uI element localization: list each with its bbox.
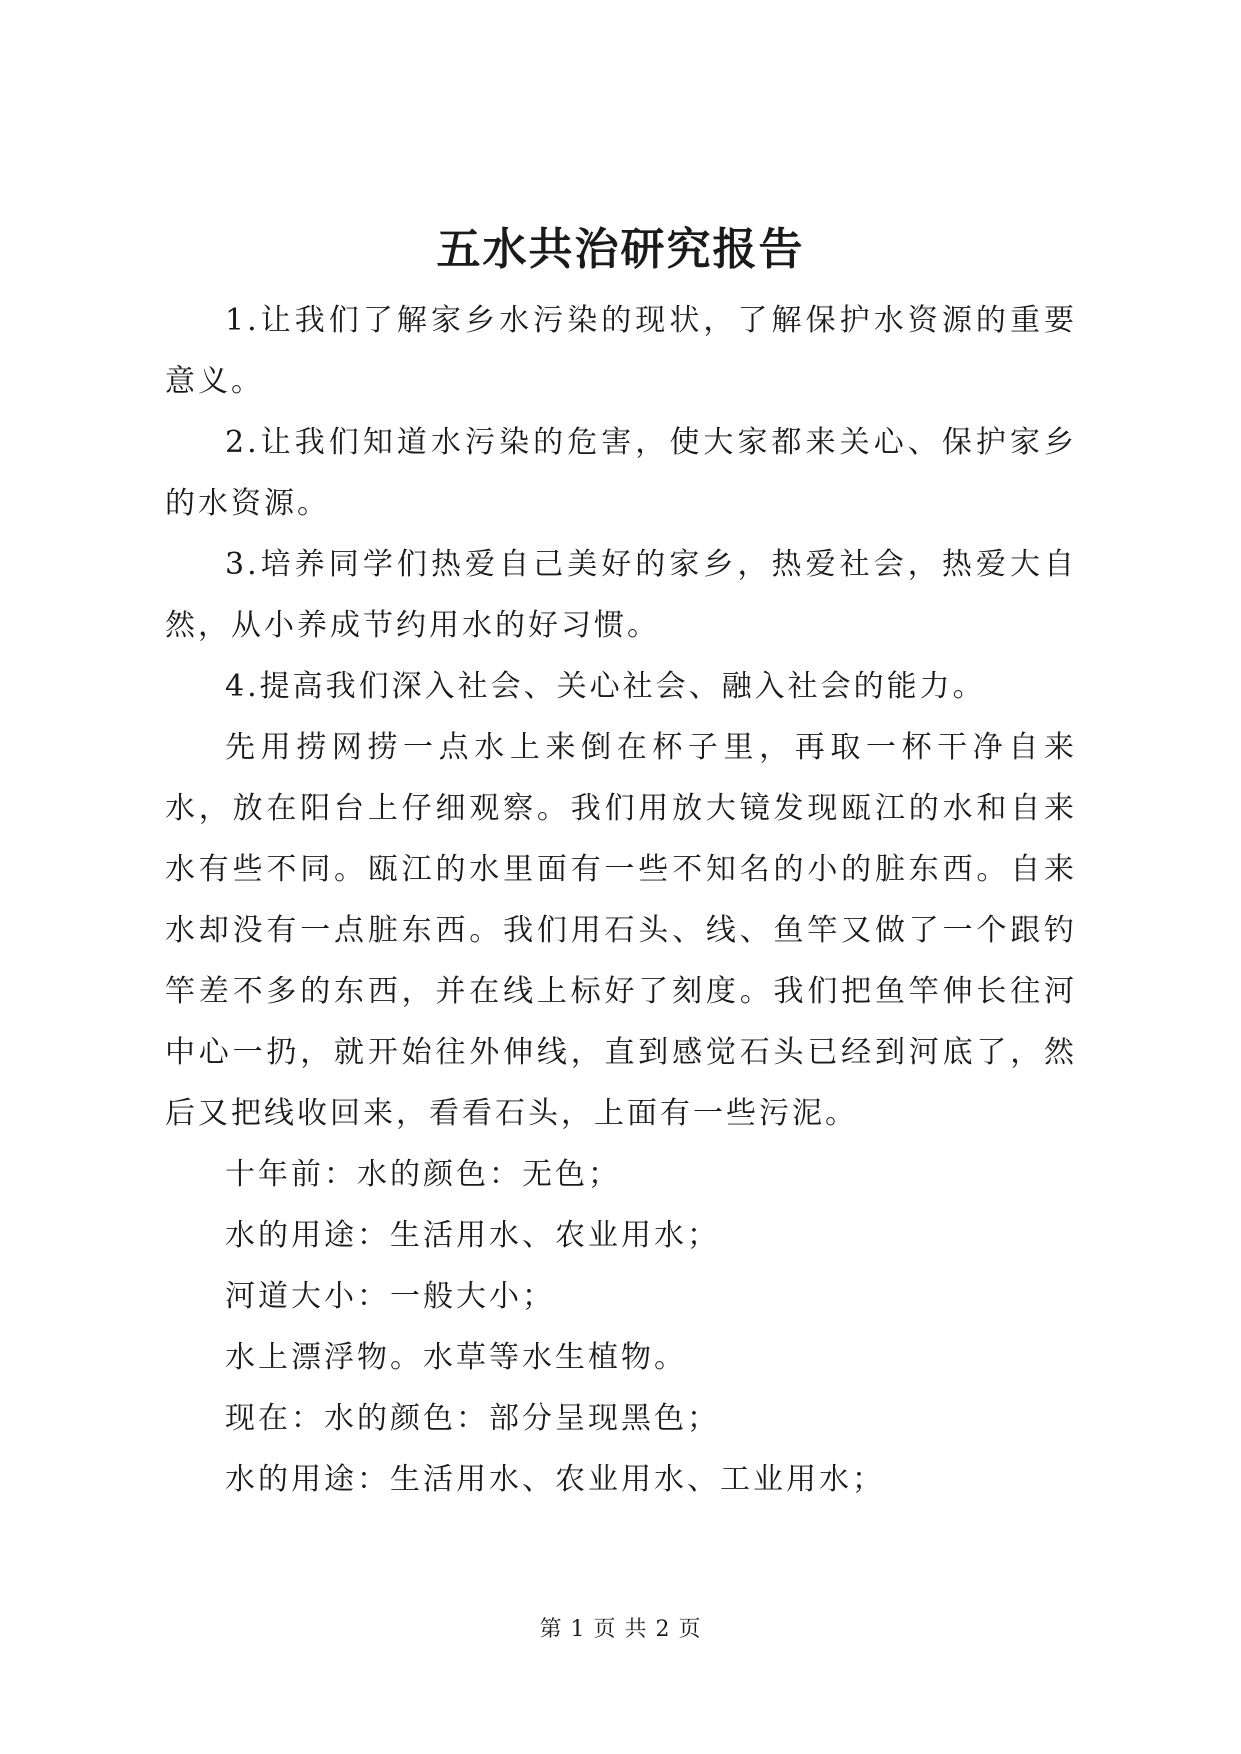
document-title: 五水共治研究报告 — [436, 224, 805, 275]
paragraph-now-usage: 水的用途：生活用水、农业用水、工业用水； — [225, 1462, 885, 1497]
paragraph-3: 3.培养同学们热爱自己美好的家乡，热爱社会，热爱大自然，从小养成节约用水的好习惯。 — [165, 547, 1077, 643]
paragraph-4: 4.提高我们深入社会、关心社会、融入社会的能力。 — [225, 669, 986, 704]
paragraph-observation: 先用捞网捞一点水上来倒在杯子里，再取一杯干净自来水，放在阳台上仔细观察。我们用放大镜发现瓯江的水和自来水有些不同。瓯江的水里面有一些不知名的小的脏东西。自来水却没有一点脏东西。我们用石头、线、鱼竿又做了一个跟钓竿差不多的东西，并在线上标好了刻度。我们把鱼竿伸长往河中心一扔，就开始往外伸线，直到感觉石头已经到河底了，然后又把线收回来，看看石头，上面有一些污泥。 — [165, 730, 1077, 1131]
paragraph-1: 1.让我们了解家乡水污染的现状，了解保护水资源的重要意义。 — [165, 303, 1077, 399]
page-footer: 第 1 页 共 2 页 — [539, 1617, 702, 1642]
paragraph-ten-years-ago-color: 十年前：水的颜色：无色； — [225, 1157, 621, 1192]
paragraph-ten-years-ago-river-size: 河道大小：一般大小； — [225, 1279, 555, 1314]
paragraph-2: 2.让我们知道水污染的危害，使大家都来关心、保护家乡的水资源。 — [165, 425, 1077, 521]
document-body — [165, 290, 1077, 1510]
paragraph-now-color: 现在：水的颜色：部分呈现黑色； — [225, 1401, 720, 1436]
paragraph-ten-years-ago-usage: 水的用途：生活用水、农业用水； — [225, 1218, 720, 1253]
paragraph-ten-years-ago-floating: 水上漂浮物。水草等水生植物。 — [225, 1340, 687, 1375]
